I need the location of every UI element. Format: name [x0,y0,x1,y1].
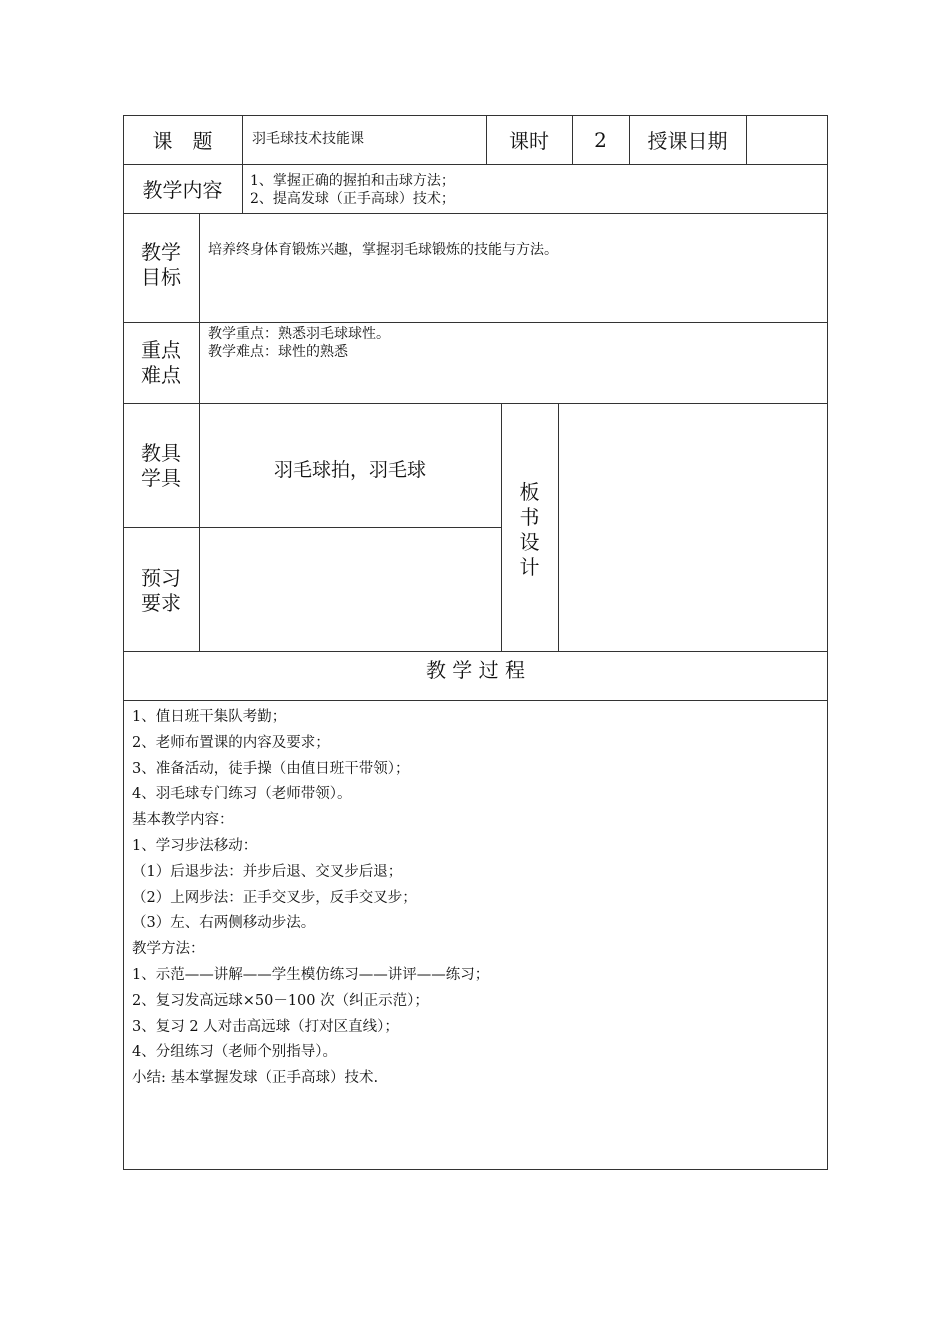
row-divider [123,700,828,701]
process-line: 教学方法： [132,941,205,958]
process-line: 4、羽毛球专门练习（老师带领）。 [132,786,352,803]
content-label: 教学内容 [142,178,223,202]
topic-value: 羽毛球技术技能课 [252,131,364,147]
process-line: 3、准备活动，徒手操（由值日班干带领）； [132,760,410,777]
label-char: 板 [519,480,540,504]
process-line: 小结: 基本掌握发球（正手高球）技术. [132,1070,379,1087]
row-divider [123,213,828,214]
label-line: 教学 [141,240,181,264]
hours-value: 2 [594,127,607,152]
objectives-text: 培养终身体育锻炼兴趣，掌握羽毛球锻炼的技能与方法。 [208,242,558,258]
hours-label: 课时 [509,129,549,153]
process-line: 4、分组练习（老师个别指导）。 [132,1044,337,1061]
row-divider [123,527,501,528]
label-line: 目标 [141,265,181,289]
content-text [250,172,820,208]
process-line: 2、老师布置课的内容及要求； [132,734,330,751]
process-line: （2）上网步法：正手交叉步，反手交叉步； [132,889,417,906]
process-line: （3）左、右两侧移动步法。 [132,915,316,932]
label-line: 要求 [141,591,181,615]
topic-label: 课 题 [152,129,213,153]
label-line: 难点 [141,363,181,387]
column-divider [242,115,243,213]
objectives-label [123,240,199,290]
process-line: 1、示范——讲解——学生模仿练习——讲评——练习； [132,966,490,983]
date-label: 授课日期 [647,129,728,153]
key-points-label [123,338,199,388]
column-divider [199,213,200,651]
tools-text: 羽毛球拍，羽毛球 [273,458,426,481]
key-points-text [208,325,818,361]
tools-label [123,441,199,491]
preview-label [123,566,199,616]
row-divider [123,322,828,323]
label-char: 计 [519,555,540,579]
process-title: 教 学 过 程 [425,657,526,682]
content-line: 1、掌握正确的握拍和击球方法； [250,173,455,189]
label-line: 重点 [141,338,181,362]
process-line: 1、值日班干集队考勤； [132,709,287,725]
content-line: 2、提高发球（正手高球）技术； [250,191,455,207]
column-divider [558,403,559,651]
row-divider [123,403,828,404]
label-line: 教具 [141,441,181,465]
label-char: 设 [519,530,540,554]
key-point-line: 教学重点：熟悉羽毛球球性。 [208,326,390,342]
key-point-line: 教学难点：球性的熟悉 [208,344,348,360]
process-line: 基本教学内容： [132,812,234,829]
label-line: 学具 [141,466,181,490]
process-line: 3、复习 2 人对击高远球（打对区直线）； [132,1018,399,1035]
label-line: 预习 [141,566,181,590]
date-value [746,115,828,164]
process-line: 2、复习发高远球×50－100 次（纠正示范）； [132,992,429,1009]
process-line: 1、学习步法移动： [132,837,258,854]
process-body [132,705,822,1092]
label-char: 书 [519,505,540,529]
board-design-label [501,480,558,580]
process-line: （1）后退步法：并步后退、交叉步后退； [132,863,403,880]
